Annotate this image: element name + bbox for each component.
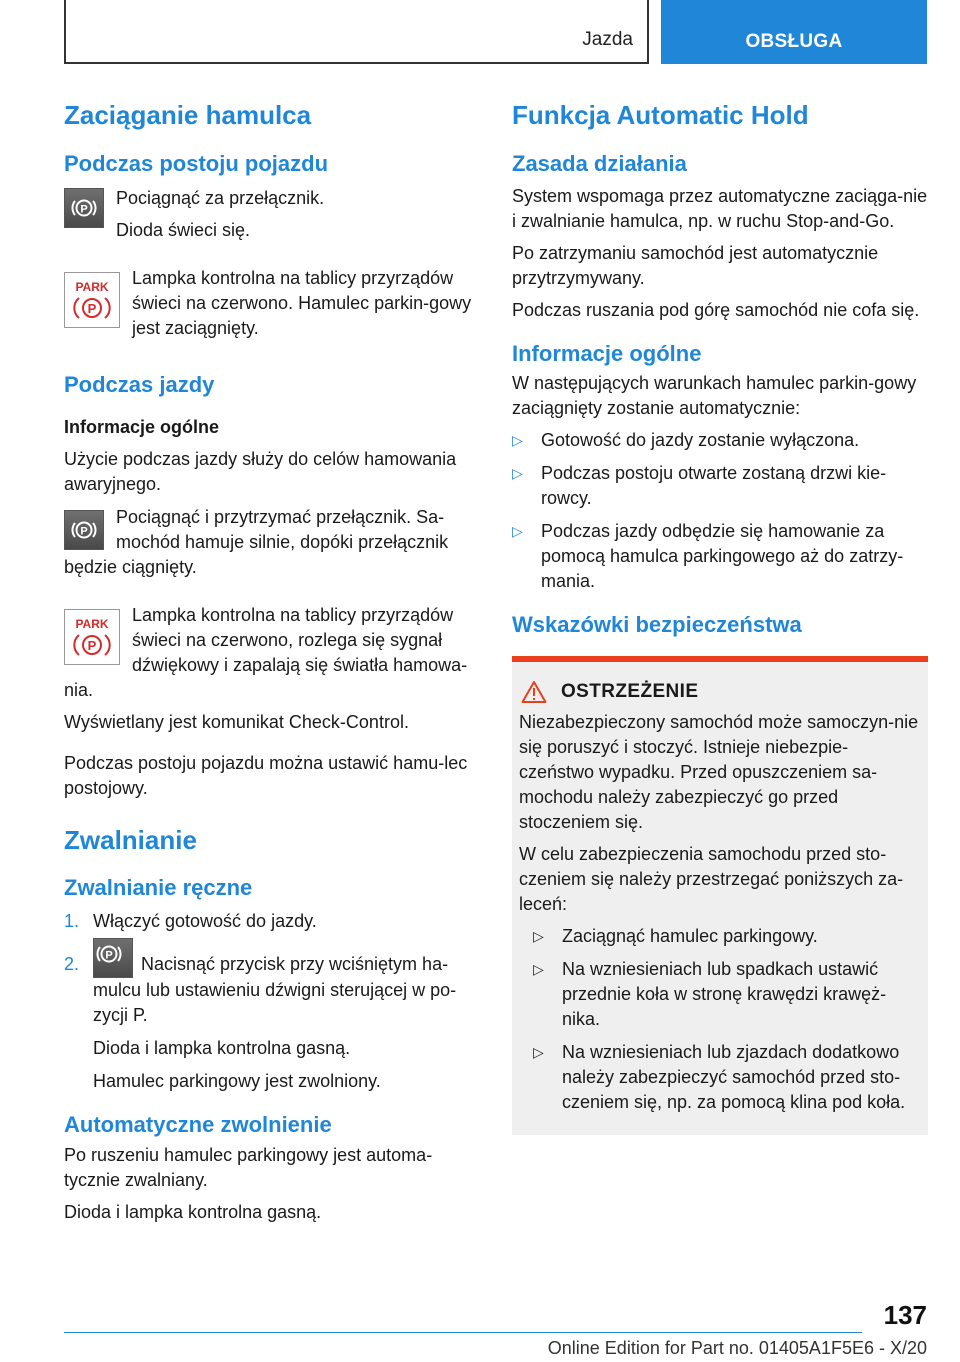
chapter-title: Jazda — [582, 29, 633, 50]
warning-title: OSTRZEŻENIE — [561, 681, 699, 703]
text-ruszania: Podczas ruszania pod górę samochód nie cofa się. — [512, 299, 920, 320]
park-warning-lamp-icon — [64, 272, 120, 328]
page-number: 137 — [883, 1300, 927, 1330]
edition-text: Online Edition for Part no. 01405A1F5E6 - X/20 — [547, 1338, 927, 1358]
warning-box — [512, 656, 928, 1135]
list-item — [64, 949, 478, 1094]
step-note: Hamulec parkingowy jest zwolniony. — [93, 1071, 381, 1092]
footer-divider — [64, 1332, 862, 1333]
list-item: ▷ Zaciągnąć hamulec parkingowy. — [533, 924, 921, 949]
list-item — [64, 909, 478, 934]
text-zatrzymaniu: Po zatrzymaniu samochód jest automatycznie przytrzymywany. — [512, 242, 879, 288]
step-number: 1. — [64, 910, 80, 931]
step-text: Nacisnąć przycisk przy wciśniętym ha-mulcu lub ustawieniu dźwigni sterującej w po-zycji P. — [93, 953, 457, 1026]
heading-reczne: Zwalnianie ręczne — [64, 874, 253, 900]
left-column — [64, 100, 478, 1232]
list-item: ▷ Na wzniesieniach lub zjazdach dodatkowo należy zabezpieczyć samochód przed sto-czeniem się, np. za pomocą klina pod koła. — [533, 1042, 906, 1113]
text-lampka-2: Lampka kontrolna na tablicy przyrządów świeci na czerwono, rozlega się sygnał dźwiękowy i zapalają się światła hamowa-nia. — [64, 605, 468, 701]
text-przytrzymac: Pociągnąć i przytrzymać przełącznik. Sa-mochód hamuje silnie, dopóki przełącznik będzie ciągnięty. — [64, 507, 449, 578]
warning-triangle-icon — [521, 680, 547, 704]
heading-zwalnianie: Zwalnianie — [64, 825, 197, 856]
park-warning-lamp-icon — [64, 609, 120, 665]
warning-text-1: Niezabezpieczony samochód może samoczyn-nie się poruszyć i stoczyć. Istnieje niebezpie-czeństwo wypadku. Przed opuszczeniem sa-mochodu należy zabezpieczyć go przed stoczeniem się. — [519, 712, 919, 833]
subheading-info: Informacje ogólne — [64, 416, 220, 437]
heading-zaciaganie: Zaciąganie hamulca — [64, 100, 312, 130]
parking-brake-switch-icon — [64, 188, 104, 228]
list-item: ▷ Podczas postoju otwarte zostaną drzwi kie-rowcy. — [512, 462, 887, 508]
section-tab — [661, 0, 927, 64]
parking-brake-switch-icon — [64, 510, 104, 550]
right-column — [512, 100, 928, 1135]
svg-text:P: P — [80, 525, 88, 538]
page-header — [64, 0, 927, 66]
warning-header — [521, 680, 921, 704]
text-komunikat: Wyświetlany jest komunikat Check-Control. — [64, 712, 409, 733]
triangle-bullet-icon: ▷ — [512, 522, 523, 539]
chapter-tab — [64, 0, 649, 64]
warning-list — [533, 924, 921, 1115]
text-uzycie: Użycie podczas jazdy służy do celów hamowania awaryjnego. — [64, 449, 457, 495]
text-pociagnac: Pociągnąć za przełącznik. — [116, 187, 325, 208]
text-dioda: Dioda świeci się. — [116, 219, 251, 240]
triangle-bullet-icon: ▷ — [533, 928, 544, 945]
text-system: System wspomaga przez automatyczne zaciąga-nie i zwalnianie hamulca, np. w ruchu Stop-and-Go. — [512, 185, 928, 231]
heading-postoj: Podczas postoju pojazdu — [64, 151, 329, 177]
svg-text:P: P — [87, 300, 97, 316]
svg-text:P: P — [87, 638, 97, 654]
step-number: 2. — [64, 953, 80, 974]
triangle-bullet-icon: ▷ — [533, 1044, 544, 1061]
triangle-bullet-icon: ▷ — [533, 961, 544, 978]
heading-auto: Automatyczne zwolnienie — [64, 1112, 332, 1138]
heading-hold: Funkcja Automatic Hold — [512, 100, 809, 130]
parking-brake-switch-icon — [93, 938, 133, 978]
svg-text:P: P — [80, 203, 88, 216]
condition-list — [512, 428, 928, 594]
svg-text:PARK: PARK — [75, 279, 109, 294]
triangle-bullet-icon: ▷ — [512, 464, 523, 481]
text-lampka-1: Lampka kontrolna na tablicy przyrządów świeci na czerwono. Hamulec parkin-gowy jest zaciągnięty. — [132, 267, 472, 338]
release-steps — [64, 909, 478, 1094]
text-warunkach: W następujących warunkach hamulec parkin-gowy zaciągnięty zostanie automatycznie: — [512, 372, 917, 418]
triangle-bullet-icon: ▷ — [512, 431, 523, 448]
step-text: Włączyć gotowość do jazdy. — [93, 910, 317, 931]
list-item: ▷ Podczas jazdy odbędzie się hamowanie za pomocą hamulca parkingowego aż do zatrzy-mania. — [512, 520, 904, 591]
list-item: ▷ Na wzniesieniach lub spadkach ustawić przednie koła w stronę krawędzi krawęż-nika. — [533, 959, 887, 1030]
list-item: ▷ Gotowość do jazdy zostanie wyłączona. — [512, 428, 928, 453]
heading-wskazowki: Wskazówki bezpieczeństwa — [512, 611, 802, 637]
heading-info: Informacje ogólne — [512, 340, 702, 366]
warning-text-2: W celu zabezpieczenia samochodu przed sto-czeniem się należy przestrzegać poniższych za-leceń: — [519, 844, 904, 915]
text-postojowy: Podczas postoju pojazdu można ustawić hamu-lec postojowy. — [64, 753, 468, 799]
svg-text:P: P — [105, 949, 113, 962]
step-note: Dioda i lampka kontrolna gasną. — [93, 1038, 351, 1059]
text-ruszeniu: Po ruszeniu hamulec parkingowy jest automa-tycznie zwalniany. — [64, 1144, 433, 1190]
svg-text:PARK: PARK — [75, 617, 109, 632]
heading-zasada: Zasada działania — [512, 151, 687, 177]
text-gasna: Dioda i lampka kontrolna gasną. — [64, 1201, 322, 1222]
section-title: OBSŁUGA — [745, 31, 843, 52]
heading-jazdy: Podczas jazdy — [64, 371, 215, 397]
